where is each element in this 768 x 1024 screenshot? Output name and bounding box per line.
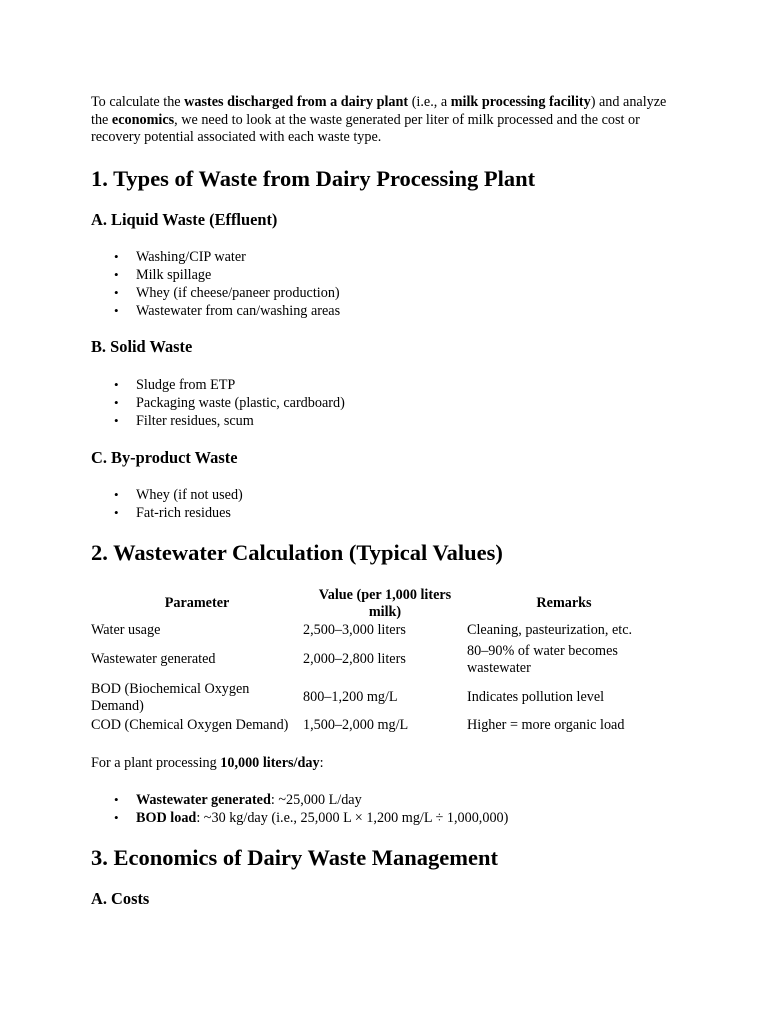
list-item-text: : ~25,000 L/day (270, 792, 362, 808)
list-item: • Whey (if not used) (136, 486, 243, 504)
table-cell: Indicates pollution level (467, 689, 605, 706)
table-header: Remarks (536, 595, 592, 612)
section3-heading: 3. Economics of Dairy Waste Management (91, 845, 499, 870)
table-cell: Higher = more organic load (467, 717, 625, 734)
table-cell: 800–1,200 mg/L (303, 689, 398, 706)
list-item: • Packaging waste (plastic, cardboard) (136, 394, 345, 412)
table-cell: Water usage (91, 622, 161, 639)
list-item (136, 791, 508, 809)
plant-line-text-2: : (319, 755, 324, 771)
table-row (91, 716, 661, 736)
wastewater-table (91, 586, 661, 736)
list-item: • Wastewater from can/washing areas (136, 302, 340, 320)
table-header: Value (per 1,000 liters milk) (318, 586, 452, 620)
list-item: • Washing/CIP water (136, 248, 340, 266)
table-row (91, 680, 661, 716)
plant-line-bold: 10,000 liters/day (220, 755, 320, 771)
table-row (91, 622, 661, 640)
plant-line-text-1: For a plant processing (91, 755, 221, 771)
intro-text-4: , we need to look at the waste generated per liter of milk processed and the cost or recovery potential associated with each waste type. (91, 111, 640, 145)
liquid-waste-list (91, 248, 340, 320)
list-item: • Fat-rich residues (136, 504, 243, 522)
table-cell: Cleaning, pasteurization, etc. (467, 622, 633, 639)
table-cell: 2,000–2,800 liters (303, 651, 406, 668)
costs-heading: A. Costs (91, 889, 150, 908)
list-item (136, 809, 508, 827)
table-row (91, 640, 661, 680)
table-cell: 1,500–2,000 mg/L (303, 717, 409, 734)
list-item: • Sludge from ETP (136, 376, 345, 394)
list-item-bold: Wastewater generated (136, 792, 271, 808)
table-header: Parameter (164, 595, 230, 612)
intro-text-2: (i.e., a (408, 94, 451, 110)
liquid-waste-heading: A. Liquid Waste (Effluent) (91, 210, 278, 229)
intro-bold-2: milk processing facility (450, 94, 591, 110)
solid-waste-list (91, 376, 345, 430)
intro-paragraph (91, 94, 671, 147)
intro-bold-1: wastes discharged from a dairy plant (184, 94, 409, 110)
table-cell: BOD (Biochemical Oxygen Demand) (91, 680, 250, 714)
table-cell: 80–90% of water becomes wastewater (467, 642, 618, 676)
list-item-bold: BOD load (136, 810, 197, 826)
plant-processing-line (91, 755, 324, 773)
list-item: • Milk spillage (136, 266, 340, 284)
byproduct-waste-heading: C. By-product Waste (91, 448, 238, 467)
byproduct-waste-list (91, 486, 243, 522)
plant-results-list (91, 791, 508, 827)
list-item: • Filter residues, scum (136, 412, 345, 430)
table-cell: COD (Chemical Oxygen Demand) (91, 717, 289, 734)
solid-waste-heading: B. Solid Waste (91, 337, 193, 356)
table-cell: Wastewater generated (91, 651, 216, 668)
intro-text-3: ) and analyze the (91, 94, 667, 128)
intro-text-1: To calculate the (91, 94, 185, 110)
list-item-text: : ~30 kg/day (i.e., 25,000 L × 1,200 mg/L ÷ 1,000,000) (196, 810, 509, 826)
section2-heading: 2. Wastewater Calculation (Typical Values) (91, 540, 503, 565)
table-header-row (91, 586, 661, 622)
table-cell: 2,500–3,000 liters (303, 622, 406, 639)
list-item: • Whey (if cheese/paneer production) (136, 284, 340, 302)
section1-heading: 1. Types of Waste from Dairy Processing Plant (91, 166, 536, 191)
intro-bold-3: economics (111, 111, 175, 128)
